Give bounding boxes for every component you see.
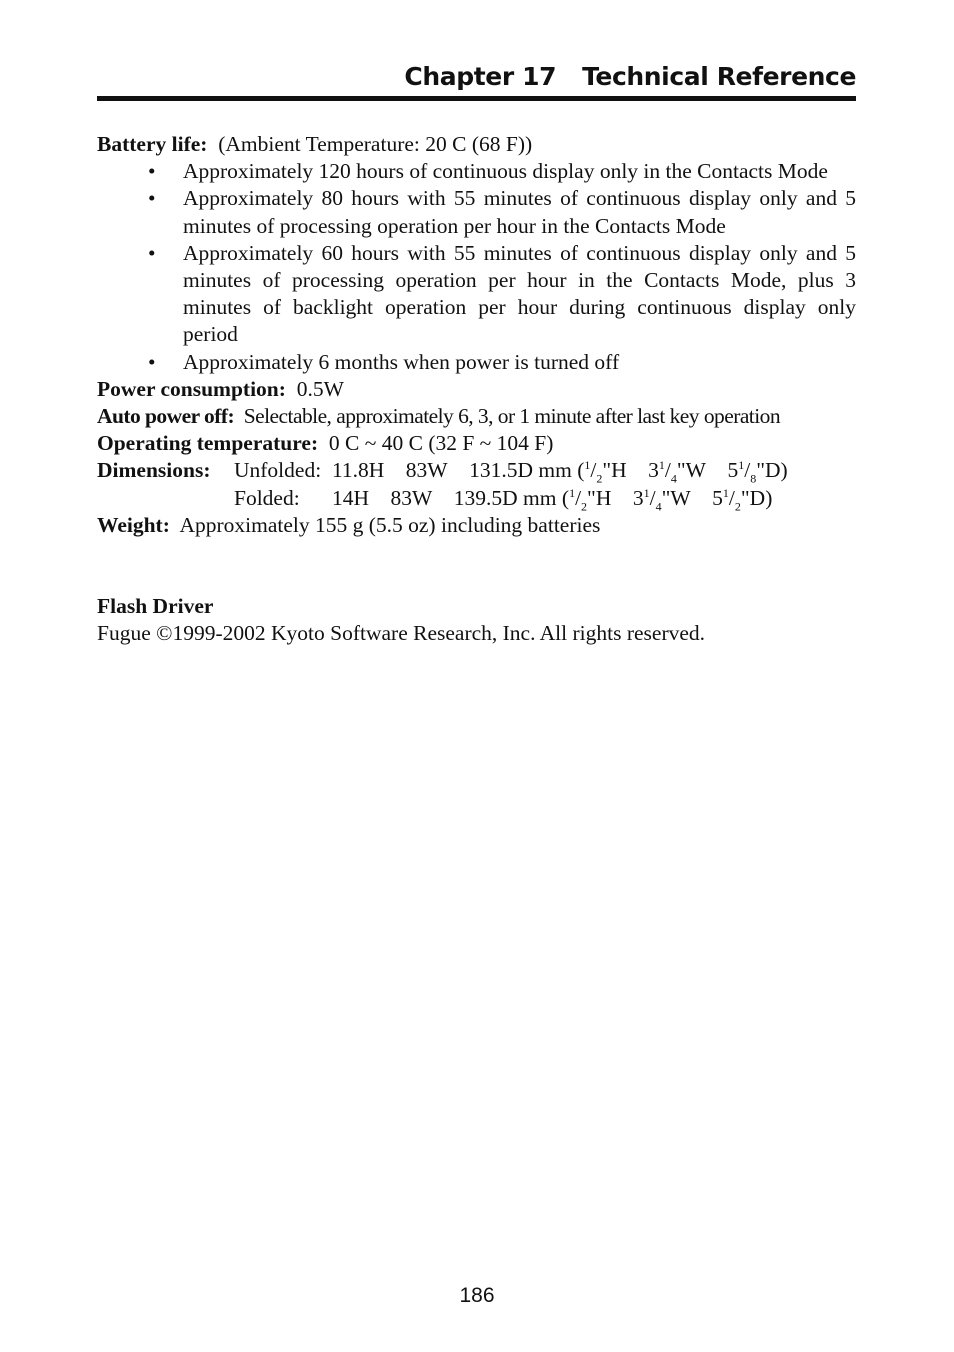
weight-label: Weight: xyxy=(97,512,170,537)
chapter-title: Technical Reference xyxy=(582,62,856,91)
weight-value: Approximately 155 g (5.5 oz) including batteries xyxy=(179,512,601,537)
power-consumption-label: Power consumption: xyxy=(97,376,286,401)
bullet-icon: • xyxy=(148,186,156,211)
battery-item: • Approximately 80 hours with 55 minutes of continuous display only and 5 minutes of processing operation per hour in the Contacts Mode xyxy=(148,186,856,238)
operating-temperature-label: Operating temperature: xyxy=(97,431,319,456)
dimensions-unfolded-row xyxy=(97,457,856,484)
header-rule xyxy=(97,96,856,101)
battery-condition: (Ambient Temperature: 20 C (68 F)) xyxy=(218,132,533,156)
operating-temperature-row xyxy=(97,430,856,457)
dimensions-folded-value: Folded: 14H 83W 139.5D mm ($^1/_2"H$ $3^1/_4"W$ $5^1/_2"D$) xyxy=(234,485,773,513)
weight-row xyxy=(97,512,856,539)
auto-power-off-label: Auto power off: xyxy=(97,404,235,429)
bullet-icon: • xyxy=(148,240,156,265)
battery-item: • Approximately 6 months when power is turned off xyxy=(97,349,856,376)
chapter-number: Chapter 17 xyxy=(404,62,557,91)
dimensions-unfolded-value: Unfolded: 11.8H 83W 131.5D mm ($^1/_2"H$ $3^1/_4"W$ $5^1/_8"D$) xyxy=(234,458,788,486)
battery-life-row xyxy=(97,131,856,158)
page-number: 186 xyxy=(459,1284,495,1307)
auto-power-off-row xyxy=(97,403,856,430)
auto-power-off-value: Selectable, approximately 6, 3, or 1 minute after last key operation xyxy=(243,404,781,429)
spec-content xyxy=(97,131,856,647)
operating-temperature-value: 0 C ~ 40 C (32 F ~ 104 F) xyxy=(328,431,554,456)
flash-driver-heading: Flash Driver xyxy=(97,594,214,619)
chapter-header xyxy=(97,60,856,94)
battery-item: • Approximately 60 hours with 55 minutes of continuous display only and 5 minutes of processing operation per hour in the Contacts Mode, plus 3 minutes of backlight operation per hour during continuous display only period xyxy=(148,240,856,347)
battery-life-label: Battery life: xyxy=(97,132,208,156)
battery-item: • Approximately 120 hours of continuous display only in the Contacts Mode xyxy=(97,158,856,185)
flash-driver-copyright: Fugue ©1999-2002 Kyoto Software Research, Inc. All rights reserved. xyxy=(97,621,706,646)
dimensions-label: Dimensions: xyxy=(97,458,211,483)
dimensions-folded-row xyxy=(97,485,856,512)
power-consumption-value: 0.5W xyxy=(296,376,344,401)
bullet-icon: • xyxy=(148,159,156,184)
bullet-icon: • xyxy=(148,349,156,374)
power-consumption-row xyxy=(97,376,856,403)
